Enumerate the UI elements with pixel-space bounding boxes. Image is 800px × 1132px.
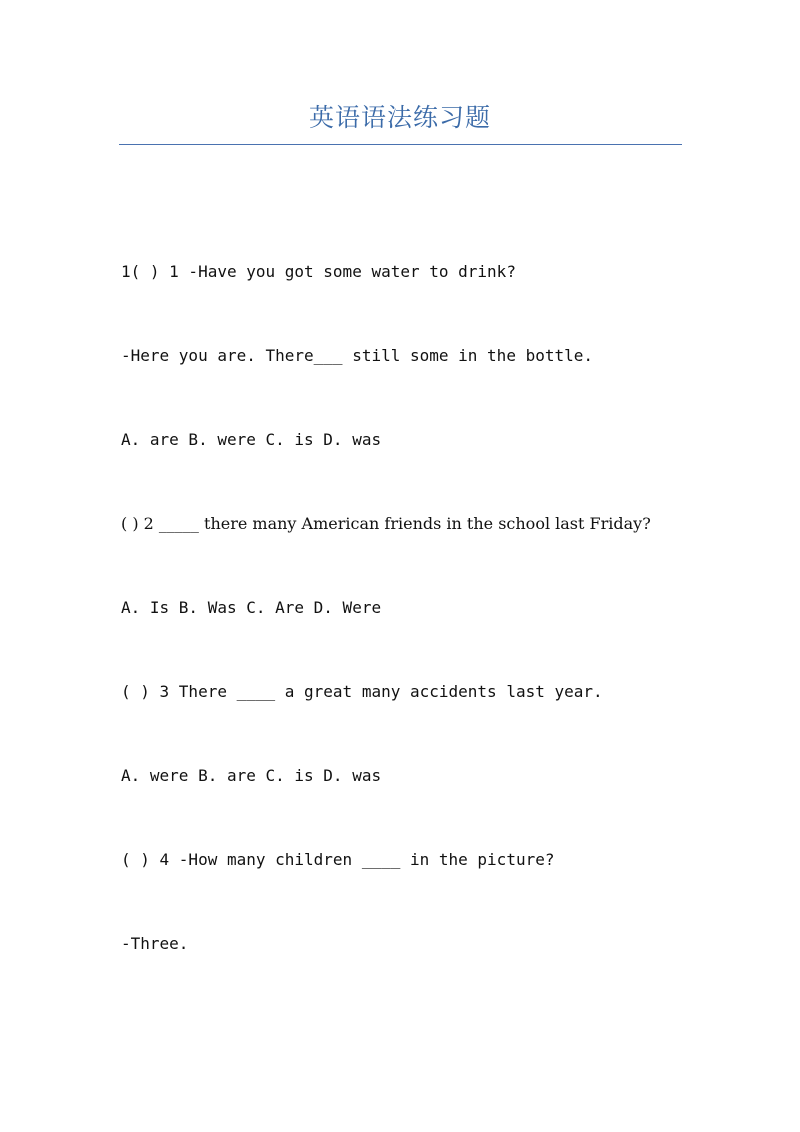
question-2-line-1: ( ) 2 _____ there many American friends in the school last Friday? xyxy=(121,514,651,533)
title-divider xyxy=(119,144,682,145)
question-1-line-1: 1( ) 1 -Have you got some water to drink? xyxy=(121,262,516,281)
question-2-options: A. Is B. Was C. Are D. Were xyxy=(121,598,382,617)
question-3-line-1: ( ) 3 There ____ a great many accidents last year. xyxy=(121,682,603,701)
question-1-options: A. are B. were C. is D. was xyxy=(121,430,382,449)
question-3-options: A. were B. are C. is D. was xyxy=(121,766,382,785)
question-4-line-1: ( ) 4 -How many children ____ in the picture? xyxy=(121,850,555,869)
page-title: 英语语法练习题 xyxy=(308,103,491,132)
question-4-line-2: -Three. xyxy=(121,934,189,953)
question-1-line-2: -Here you are. There___ still some in the bottle. xyxy=(121,346,594,365)
